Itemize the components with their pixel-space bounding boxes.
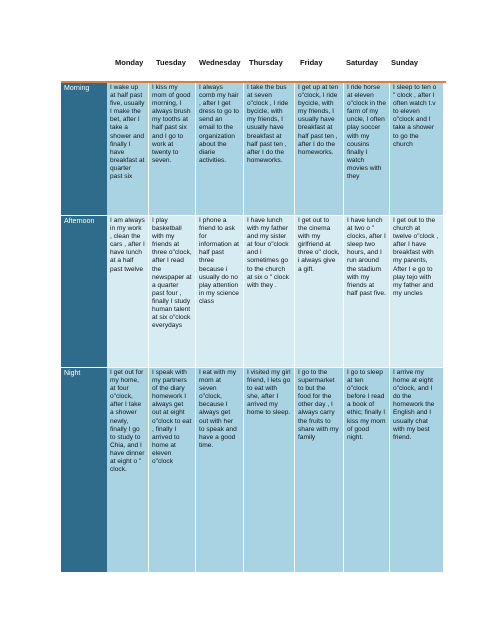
day-header-friday: Friday: [300, 58, 323, 67]
schedule-table: [61, 81, 446, 573]
cell-night-sunday: I arrive my home at eight o"clock, and I do the homework the English and I usually chat with my best friend.: [390, 368, 444, 573]
cell-night-friday: I go to the supermarket to but the food for the other day , I always carry the fruits to share with my family: [295, 368, 344, 573]
row-label-night: Night: [61, 368, 107, 573]
cell-morning-monday: I wake up at half past five, usually I make the bet, after I take a shower and finally I have breakfast at quarter past six: [107, 83, 149, 216]
day-header-wednesday: Wednesday: [199, 58, 241, 67]
cell-night-monday: I get out for my home, at four o"clock, after I take a shower newly, finally I go to study to Chia, and I have dinner at eight o " clock.: [107, 368, 149, 573]
day-header-monday: Monday: [115, 58, 144, 67]
cell-morning-sunday: I sleep to ten o " clock , after I often watch t.v to eleven o"clock and I take a shower to go the church: [390, 83, 444, 216]
cell-morning-wednesday: I always comb my hair , after I get dress to go to send an email to the organization about the diarie activities.: [196, 83, 244, 216]
cell-afternoon-tuesday: I play basketball with my friends at three o"clock, after I read the newspaper at a quarter past four , finally I study human talent at six o"clock everydays: [149, 216, 196, 368]
day-header-thursday: Thursday: [249, 58, 283, 67]
table-row-morning: [61, 83, 446, 216]
cell-night-wednesday: I eat with my mom at seven o"clock, because I always get out with her to speak and have a good time.: [196, 368, 244, 573]
cell-afternoon-sunday: I get out to the church at twelve o"clock , after I have breakfast with my parents, After I e go to play tejo with my father and my uncles: [390, 216, 444, 368]
cell-night-saturday: I go to sleep at ten o"clock before I read a book of ethic; finally I kiss my mom of good night.: [344, 368, 390, 573]
day-header-sunday: Sunday: [391, 58, 419, 67]
day-header-saturday: Saturday: [346, 58, 379, 67]
cell-night-tuesday: I speak with my partners of the diary homework I always get out at eight o"clock to eat , finally I arrived to home at eleven o"clock: [149, 368, 196, 573]
row-label-morning: Morning: [61, 83, 107, 216]
cell-morning-saturday: I ride horse at eleven o"clock in the farm of my uncle, I often play soccer with my cousins finally I watch movies with they: [344, 83, 390, 216]
day-header-tuesday: Tuesday: [156, 58, 186, 67]
cell-afternoon-wednesday: I phone a friend to ask for information at half past three because i usually do no play attention in my science class: [196, 216, 244, 368]
table-row-afternoon: [61, 216, 446, 368]
cell-morning-friday: I get up at ten o"clock, I ride bycicle, with my friends, I usually have breakfast at half past ten , after I do the homeworks.: [295, 83, 344, 216]
cell-morning-tuesday: I kiss my mom of good morning, I always brush my tooths at half past six and I go to work at twenty to seven.: [149, 83, 196, 216]
cell-afternoon-friday: I get out to the cinema with my girlfriend at three o" clock, i always give a gift.: [295, 216, 344, 368]
cell-afternoon-thursday: I have lunch with my father and my sister at four o"clock and I sometimes go to the church at six o " clock with they .: [244, 216, 295, 368]
cell-afternoon-monday: I am always in my work , clean the cars , after I have lunch at a half past twelve: [107, 216, 149, 368]
row-label-afternoon: Afternoon: [61, 216, 107, 368]
cell-afternoon-saturday: I have lunch at two o " clocks, after I sleep two hours, and I run around the stadium with my friends at half past five.: [344, 216, 390, 368]
table-row-night: [61, 368, 446, 573]
cell-morning-thursday: I take the bus at seven o"clock , I ride bycicle, with my friends, I usually have breakfast at half past ten , after I do the homeworks.: [244, 83, 295, 216]
cell-night-thursday: I visited my girl friend, I lets go to eat with she, after I arrived my home to sleep.: [244, 368, 295, 573]
